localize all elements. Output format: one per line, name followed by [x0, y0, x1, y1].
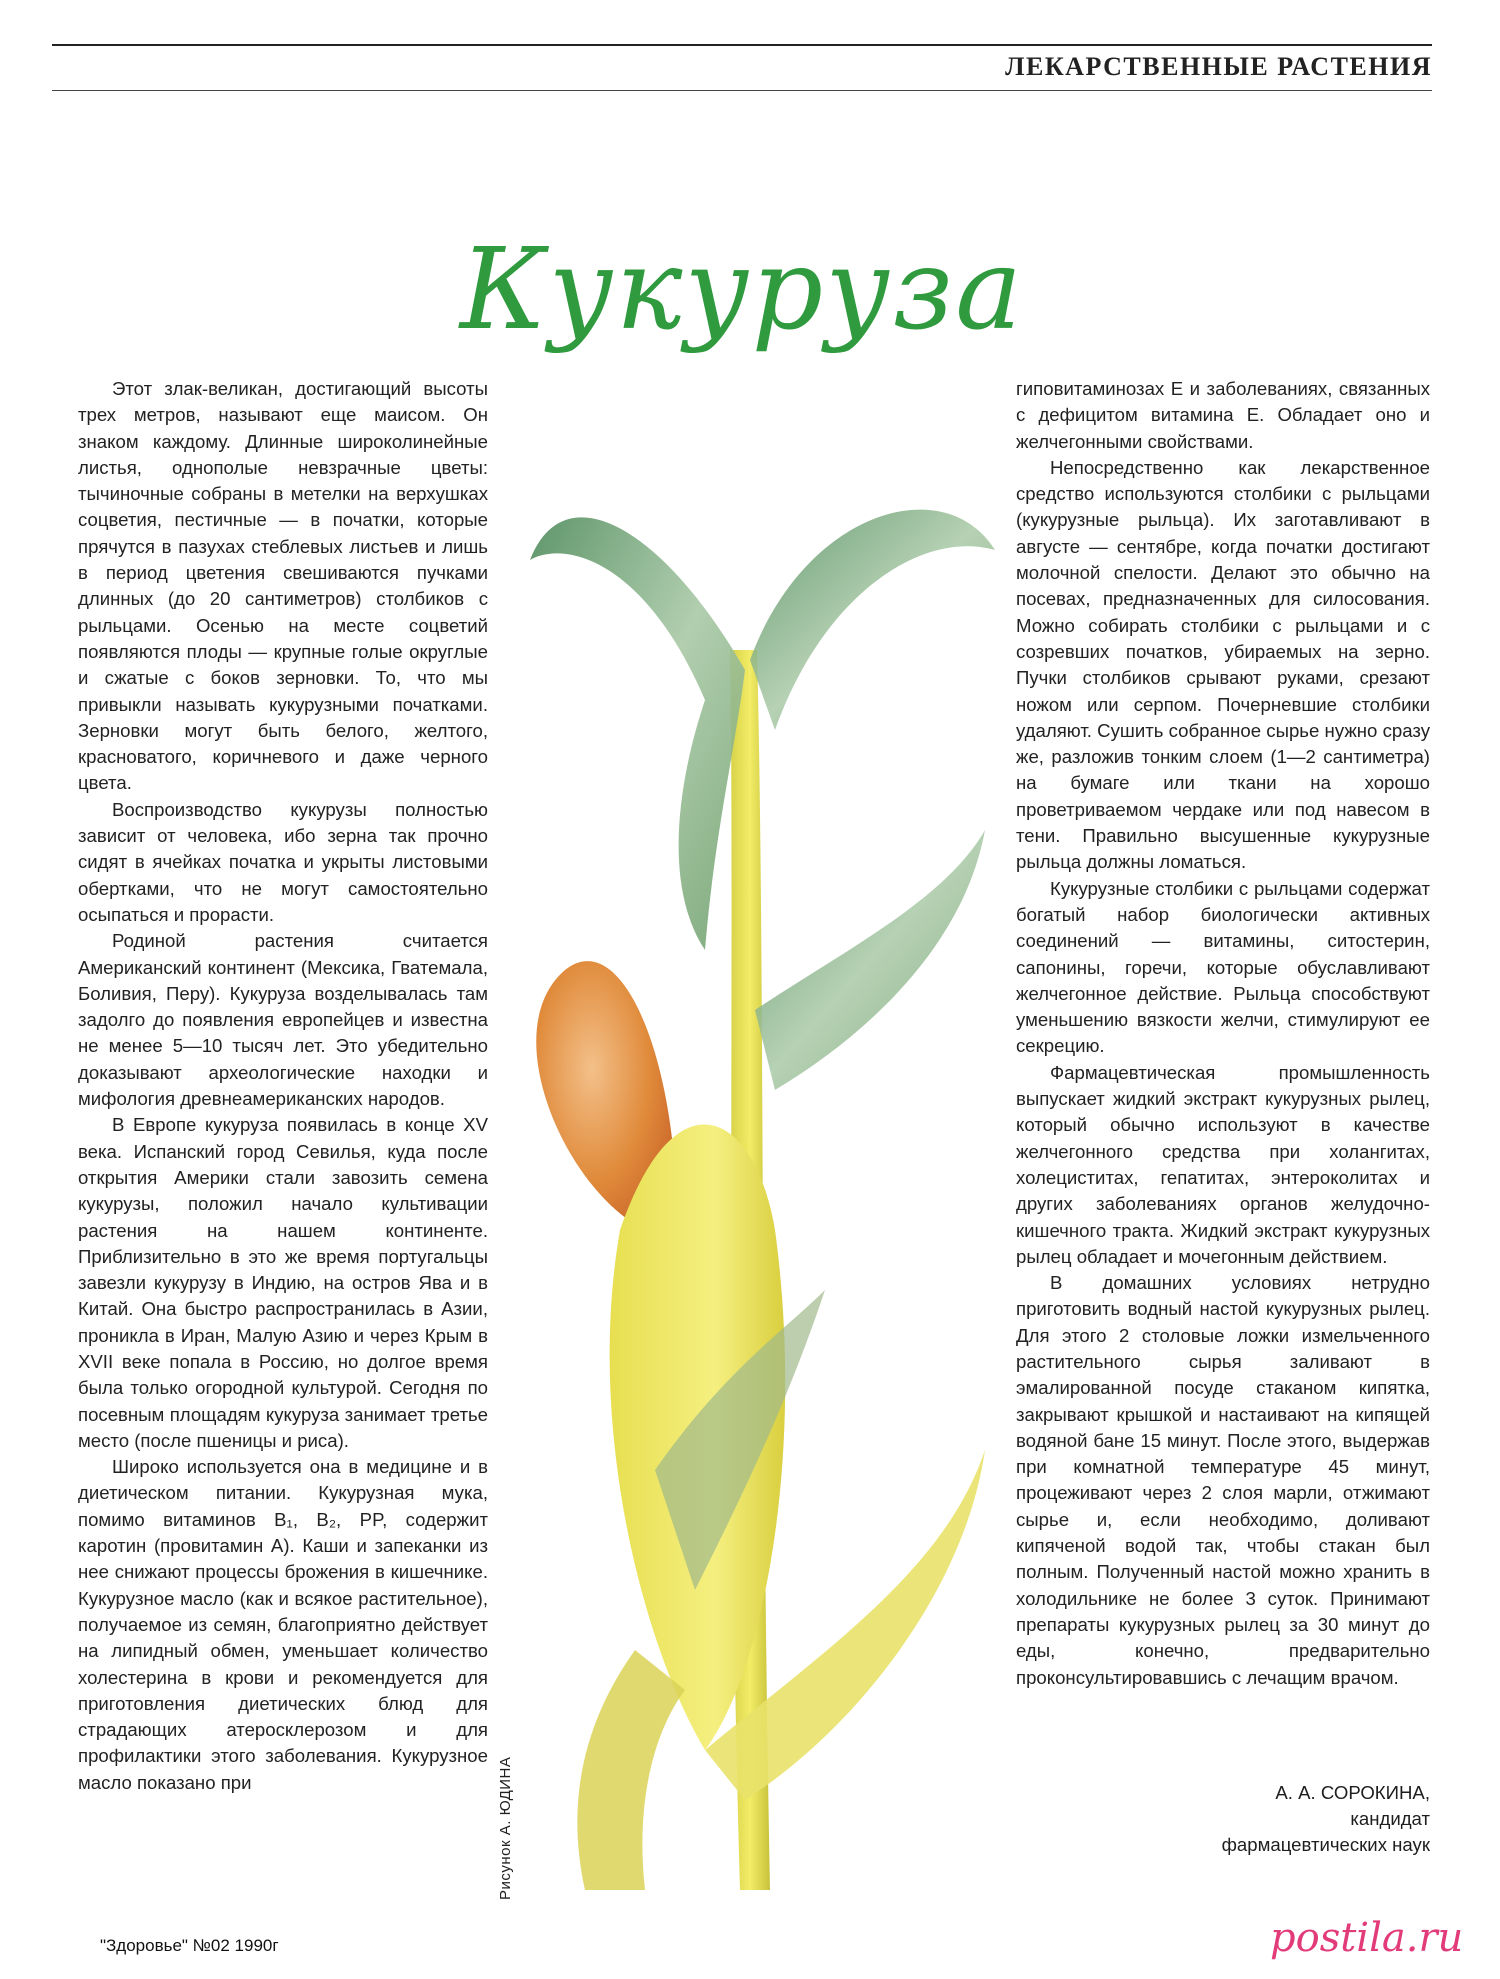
author-title-1: кандидат	[1350, 1808, 1430, 1829]
header-rule-thin	[52, 90, 1432, 91]
corn-illustration	[525, 470, 995, 1890]
paragraph: Непосредственно как лекарственное средство используются столбики с рыльцами (кукурузные рыльца). Их заготавливают в августе — сентябре, когда початки достигают молочной спелости. Делают это обычно на посевах, предназначенных для силосования. Можно собирать столбики с рыльцами и с созревших початков, убираемых на зерно. Пучки столбиков срывают руками, срезают ножом или серпом. Почерневшие столбики удаляют. Сушить собранное сырье нужно сразу же, разложив тонким слоем (1—2 сантиметра) на бумаге или ткани на хорошо проветриваемом чердаке или под навесом в тени. Правильно высушенные кукурузные рыльца должны ломаться.	[1016, 456, 1430, 873]
left-column	[78, 376, 488, 1796]
illustration-credit-text: Рисунок А. ЮДИНА	[497, 1756, 514, 1900]
paragraph: В домашних условиях нетрудно приготовить водный настой кукурузных рылец. Для этого 2 столовые ложки измельченного растительного сырья заливают в эмалированной посуде стаканом кипятка, закрывают крышкой и настаивают на кипящей водяной бане 15 минут. После этого, выдержав при комнатной температуре 45 минут, процеживают через 2 слоя марли, отжимают сырье и, если необходимо, доливают кипяченой водой так, чтобы стакан был полным. Полученный настой можно хранить в холодильнике не более 3 суток. Принимают препараты кукурузных рылец за 30 минут до еды, конечно, предварительно проконсультировавшись с лечащим врачом.	[1016, 1272, 1430, 1688]
paragraph: Кукурузные столбики с рыльцами содержат богатый набор биологически активных соединений — витамины, ситостерин, сапонины, горечи, которые обуславливают желчегонное действие. Рыльца способствуют уменьшению вязкости желчи, стимулируют ее секрецию.	[1016, 877, 1430, 1057]
author-name: А. А. СОРОКИНА,	[1275, 1782, 1430, 1803]
paragraph: В Европе кукуруза появилась в конце XV века. Испанский город Севилья, куда после открытия Америки стали завозить семена кукурузы, положил начало культивации растения на нашем континенте. Приблизительно в это же время португальцы завезли кукурузу в Индию, на остров Ява и в Китай. Она быстро распространилась в Азии, проникла в Иран, Малую Азию и через Крым в XVII веке попала в Россию, но долгое время была только огородной культурой. Сегодня по посевным площадям кукуруза занимает третье место (после пшеницы и риса).	[78, 1114, 488, 1451]
lower-leaf	[577, 1650, 685, 1890]
leaf-middle	[755, 830, 985, 1090]
author-block	[1100, 1780, 1430, 1858]
paragraph: Этот злак-великан, достигающий высоты трех метров, называют еще маисом. Он знаком каждому. Длинные широколинейные листья, однополые невзрачные цветы: тычиночные собраны в метелки на верхушках соцветия, пестичные — в початки, которые прячутся в пазухах стеблевых листьев и лишь в период цветения свешиваются пучками длинных (до 20 сантиметров) столбиков с рыльцами. Осенью на месте соцветий появляются плоды — крупные голые округлые и сжатые с боков зерновки. То, что мы привыкли называть кукурузными початками. Зерновки могут быть белого, желтого, красноватого, коричневого и даже черного цвета.	[78, 378, 488, 794]
paragraph: Широко используется она в медицине и в диетическом питании. Кукурузная мука, помимо витаминов B₁, B₂, PP, содержит каротин (провитамин A). Каши и запеканки из нее снижают процессы брожения в кишечнике. Кукурузное масло (как и всякое растительное), получаемое из семян, благоприятно действует на липидный обмен, уменьшает количество холестерина в крови и рекомендуется для приготовления диетических блюд для страдающих атеросклерозом и для профилактики этого заболевания. Кукурузное масло показано при	[78, 1456, 488, 1793]
right-column	[1016, 376, 1430, 1691]
article-title-text: Кукуруза	[460, 225, 1025, 355]
paragraph: гиповитаминозах E и заболеваниях, связанных с дефицитом витамина E. Обладает оно и желчегонными свойствами.	[1016, 378, 1430, 452]
illustration-credit	[497, 1700, 527, 1900]
paragraph: Родиной растения считается Американский континент (Мексика, Гватемала, Боливия, Перу). Кукуруза возделывалась там задолго до появления европейцев и известна не менее 5—10 тысяч лет. Это убедительно доказывают археологические находки и мифология древнеамериканских народов.	[78, 930, 488, 1110]
header-rule	[52, 44, 1432, 46]
paragraph: Фармацевтическая промышленность выпускает жидкий экстракт кукурузных рылец, который обычно используют в качестве желчегонного средства при холангитах, холециститах, гепатитах, энтероколитах и других заболеваниях органов желудочно-кишечного тракта. Жидкий экстракт кукурузных рылец обладает и мочегонным действием.	[1016, 1061, 1430, 1267]
footer-source: "Здоровье" №02 1990г	[100, 1936, 279, 1955]
article-title	[460, 215, 1025, 385]
watermark-logo: postila.ru	[1270, 1915, 1464, 1961]
paragraph: Воспроизводство кукурузы полностью зависит от человека, ибо зерна так прочно сидят в ячейках початка и укрыты листовыми обертками, что не могут самостоятельно осыпаться и прорасти.	[78, 798, 488, 925]
leaf-top-left	[530, 517, 745, 950]
author-title-2: фармацевтических наук	[1221, 1834, 1430, 1855]
leaf-top-right	[750, 510, 995, 730]
section-title: ЛЕКАРСТВЕННЫЕ РАСТЕНИЯ	[1005, 52, 1432, 81]
